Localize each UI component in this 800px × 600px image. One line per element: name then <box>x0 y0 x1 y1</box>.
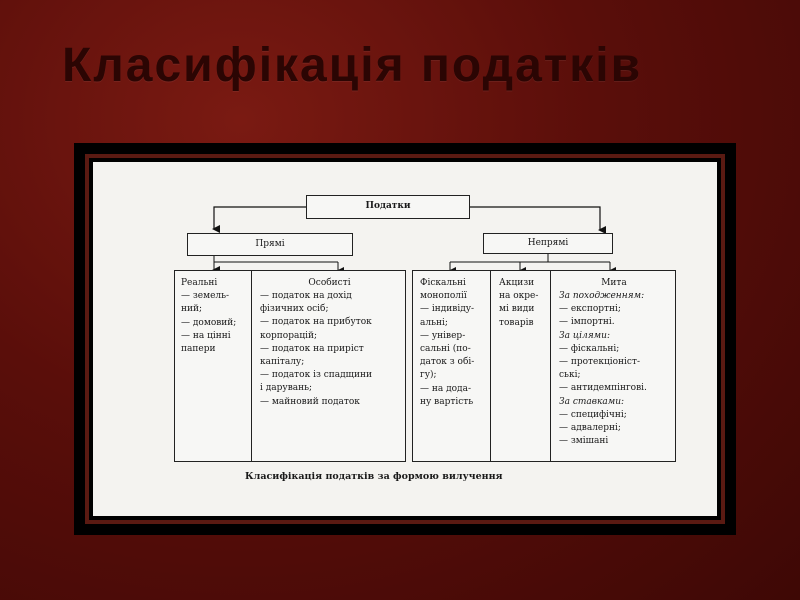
real-taxes-line: — на цінні <box>181 330 231 341</box>
personal-taxes-line: — податок на прибуток <box>260 317 372 328</box>
diagram-caption: Класифікація податків за формою вилучення <box>245 471 503 482</box>
fiscal-monopoly-text <box>420 277 474 409</box>
personal-taxes-line: — податок на дохід <box>260 291 352 301</box>
indirect-taxes-node <box>483 233 613 254</box>
excise-line: товарів <box>499 317 534 328</box>
customs-item: — змішані <box>559 436 609 447</box>
root-node-label: Податки <box>365 201 411 211</box>
direct-taxes-label: Прямі <box>255 239 285 249</box>
fiscal-monopoly-column <box>412 270 491 462</box>
customs-item: — протекціоніст- <box>559 357 640 368</box>
connector-root-direct <box>214 207 306 229</box>
personal-taxes-line: — податок із спадщини <box>260 370 373 381</box>
customs-title: Мита <box>601 278 627 288</box>
excise-line: на окре- <box>499 291 539 302</box>
fiscal-monopoly-line: Фіскальні <box>420 278 466 288</box>
customs-group-heading: За цілями: <box>559 330 610 341</box>
fiscal-monopoly-line: — на дода- <box>420 383 471 394</box>
fiscal-monopoly-line: сальні (по- <box>420 344 471 355</box>
root-node <box>306 195 470 219</box>
fiscal-monopoly-line: монополії <box>420 291 467 302</box>
real-taxes-line: — земель- <box>181 291 230 302</box>
personal-taxes-line: — майновий податок <box>260 396 360 407</box>
excise-column <box>490 270 551 462</box>
real-taxes-line: — домовий; <box>181 317 237 328</box>
personal-taxes-text <box>260 290 372 409</box>
fiscal-monopoly-line: гу); <box>420 370 437 381</box>
customs-item: ські; <box>559 370 581 381</box>
direct-taxes-node <box>187 233 353 256</box>
customs-item: — експортні; <box>559 304 621 315</box>
customs-item: — фіскальні; <box>559 343 620 354</box>
customs-item: — адвалерні; <box>559 423 621 434</box>
fiscal-monopoly-line: — індивіду- <box>420 304 475 315</box>
fiscal-monopoly-line: альні; <box>420 317 448 328</box>
customs-group-heading: За походженням: <box>559 291 645 301</box>
personal-taxes-line: капіталу; <box>260 357 305 368</box>
fiscal-monopoly-line: ну вартість <box>420 396 474 407</box>
fiscal-monopoly-line: даток з обі- <box>420 357 475 368</box>
customs-group-heading: За ставками: <box>559 396 625 407</box>
customs-item: — антидемпінгові. <box>559 383 647 394</box>
customs-column <box>550 270 676 462</box>
excise-line: Акцизи <box>499 278 535 288</box>
personal-taxes-line: — податок на приріст <box>260 343 364 354</box>
real-taxes-line: Реальні <box>181 278 218 288</box>
fiscal-monopoly-line: — універ- <box>420 330 466 341</box>
real-taxes-column <box>174 270 252 462</box>
personal-taxes-line: і дарувань; <box>260 383 313 394</box>
slide-title: Класифікація податків <box>62 39 643 92</box>
personal-taxes-line: корпорацій; <box>260 330 318 341</box>
customs-item: — імпортні. <box>559 317 615 328</box>
personal-taxes-column <box>251 270 406 462</box>
personal-taxes-line: фізичних осіб; <box>260 304 329 315</box>
real-taxes-line: папери <box>181 344 216 355</box>
connector-root-indirect <box>470 207 600 230</box>
personal-taxes-title: Особисті <box>308 278 351 288</box>
customs-text <box>559 290 647 448</box>
real-taxes-text <box>181 277 236 356</box>
excise-text <box>499 277 538 330</box>
real-taxes-line: ний; <box>181 304 203 315</box>
excise-line: мі види <box>499 304 535 315</box>
customs-item: — специфічні; <box>559 409 627 420</box>
indirect-taxes-label: Непрямі <box>527 238 569 248</box>
